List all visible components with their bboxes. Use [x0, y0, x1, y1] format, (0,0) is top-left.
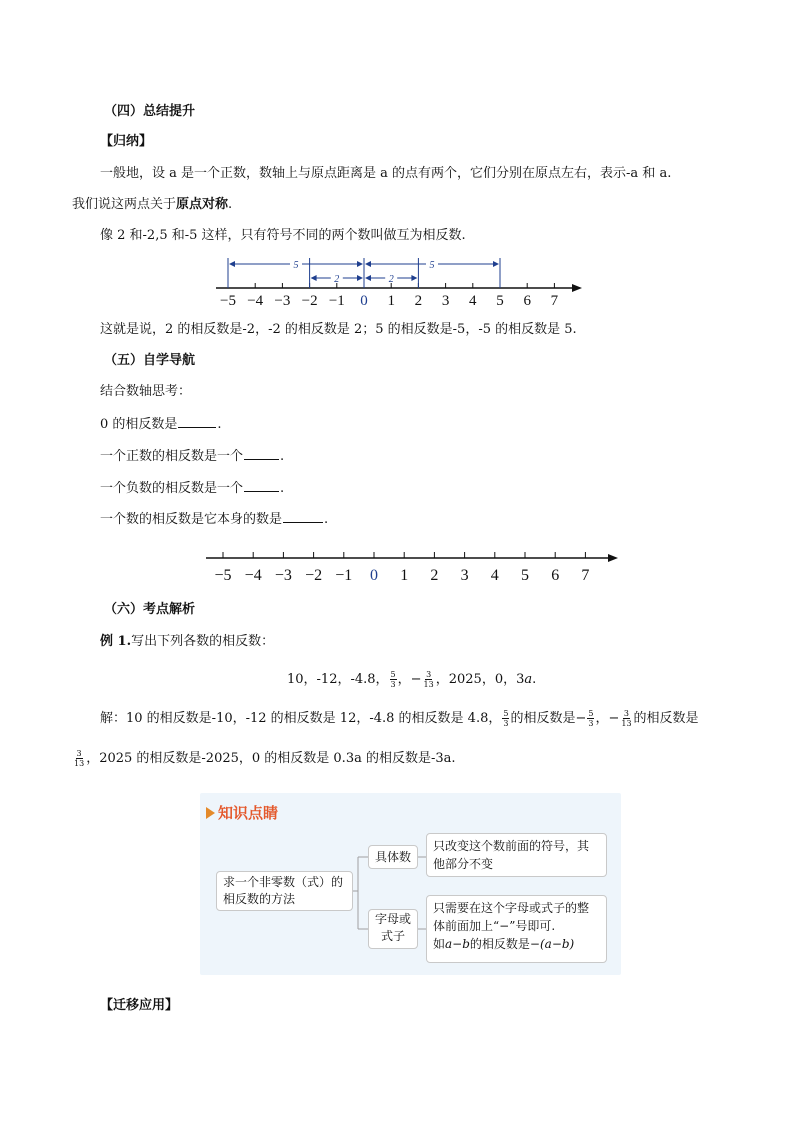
branch-node-specific-number: 具体数 — [368, 845, 418, 869]
tick-label: 0 — [360, 293, 368, 309]
example-label: 例 1. — [100, 634, 132, 649]
fraction — [73, 749, 85, 768]
fraction-numerator: 3 — [426, 670, 432, 679]
section-heading-4: （四）总结提升 — [104, 104, 196, 119]
text-segment: ，− — [595, 711, 620, 726]
variable: a — [524, 672, 533, 687]
fraction — [390, 670, 397, 689]
question-line — [100, 478, 284, 498]
axis-arrow-icon — [608, 554, 618, 562]
number-line-symmetry — [210, 256, 590, 312]
tick-label: −3 — [274, 293, 291, 309]
paragraph-line — [72, 196, 232, 214]
tick-label: 1 — [400, 567, 409, 584]
text-segment: 如 — [433, 937, 446, 951]
branch-node-letter-expression: 字母或式子 — [368, 909, 418, 949]
text-segment: 10，-12，-4.8， — [287, 672, 389, 687]
tick-label: 7 — [581, 567, 590, 584]
knowledge-title-text: 知识点睛 — [218, 804, 279, 822]
answer-blank[interactable] — [178, 414, 216, 428]
bold-term: 原点对称 — [176, 197, 229, 212]
text-segment: . — [280, 481, 285, 496]
prompt-text: 结合数轴思考： — [100, 384, 192, 399]
fraction-denominator: 3 — [503, 719, 509, 728]
arrowhead-left-icon — [311, 275, 317, 281]
arrowhead-right-icon — [357, 261, 363, 267]
tick-label: −4 — [247, 293, 264, 309]
tick-label: 7 — [550, 293, 559, 309]
distance-label: 5 — [429, 260, 435, 271]
solution-line — [72, 748, 456, 770]
distance-label: 5 — [293, 260, 299, 271]
question-line — [100, 446, 284, 466]
tick-label: −1 — [328, 293, 345, 309]
fraction — [502, 709, 509, 728]
fraction-numerator: 3 — [623, 709, 629, 718]
text-segment: . — [217, 417, 222, 432]
tick-label: 5 — [496, 293, 504, 309]
text-segment: 一个正数的相反数是一个 — [100, 449, 244, 464]
solution-line — [100, 708, 699, 730]
tick-label: 6 — [523, 293, 531, 309]
tick-label: 3 — [441, 293, 450, 309]
answer-blank[interactable] — [283, 509, 323, 523]
knowledge-box — [200, 793, 621, 975]
arrowhead-left-icon — [229, 261, 235, 267]
arrowhead-right-icon — [411, 275, 417, 281]
text-segment: 一个负数的相反数是一个 — [100, 481, 244, 496]
question-line — [100, 414, 222, 434]
text-segment: . — [280, 449, 285, 464]
fraction-denominator: 13 — [621, 719, 632, 728]
tick-label: 1 — [387, 293, 395, 309]
branch-desc-specific-number: 只改变这个数前面的符号，其他部分不变 — [426, 833, 607, 877]
math-expression: −(a−b) — [529, 937, 575, 951]
section-heading-6: （六）考点解析 — [104, 602, 196, 617]
text-segment: ，− — [397, 672, 422, 687]
text-segment: . — [228, 197, 233, 212]
text-segment: 解：10 的相反数是-10，-12 的相反数是 12，-4.8 的相反数是 4.8， — [100, 711, 502, 726]
number-list — [287, 669, 536, 691]
arrowhead-left-icon — [365, 275, 371, 281]
tick-label: −5 — [220, 293, 236, 309]
tick-label: 5 — [521, 567, 529, 584]
text-segment: 的相反数是− — [510, 711, 587, 726]
text-segment: 我们说这两点关于 — [72, 197, 177, 212]
tick-label: 6 — [551, 567, 560, 584]
tick-label: 2 — [430, 567, 439, 584]
paragraph-line: 像 2 和-2,5 和-5 这样，只有符号不同的两个数叫做互为相反数. — [100, 228, 466, 243]
text-segment: 写出下列各数的相反数： — [131, 634, 275, 649]
fraction-denominator: 13 — [423, 680, 434, 689]
text-segment: ，2025，0，3 — [435, 672, 525, 687]
tick-label: −2 — [305, 567, 323, 584]
fraction — [423, 670, 435, 689]
text-segment: ，2025 的相反数是-2025，0 的相反数是 0.3a 的相反数是-3a. — [86, 751, 456, 766]
root-node: 求一个非零数（式）的相反数的方法 — [216, 871, 353, 911]
tick-label: 0 — [370, 567, 378, 584]
tick-label: −2 — [301, 293, 318, 309]
example-line — [100, 633, 274, 651]
fraction — [620, 709, 632, 728]
fraction-numerator: 5 — [588, 709, 594, 718]
answer-blank[interactable] — [244, 478, 279, 492]
text-segment: . — [532, 672, 537, 687]
tick-label: −3 — [274, 567, 292, 584]
fraction-numerator: 3 — [76, 749, 82, 758]
paragraph-line: 一般地，设 a 是一个正数，数轴上与原点距离是 a 的点有两个，它们分别在原点左右，表示-a 和 a. — [100, 166, 672, 181]
fraction-denominator: 3 — [390, 680, 396, 689]
arrowhead-right-icon — [493, 261, 499, 267]
axis-arrow-icon — [572, 284, 582, 292]
fraction — [587, 709, 594, 728]
text-segment: . — [324, 512, 329, 527]
question-line — [100, 509, 328, 529]
qianyi-label: 【迁移应用】 — [100, 998, 179, 1013]
guina-label: 【归纳】 — [100, 134, 153, 149]
tick-label: 4 — [469, 293, 477, 309]
tick-label: 4 — [490, 567, 499, 584]
text-segment: 0 的相反数是 — [100, 417, 178, 432]
paragraph-line: 这就是说，2 的相反数是-2，-2 的相反数是 2；5 的相反数是-5，-5 的相反数是 5. — [100, 322, 577, 337]
text-segment: 的相反数是 — [469, 937, 530, 951]
distance-label: 2 — [388, 274, 394, 285]
answer-blank[interactable] — [244, 446, 279, 460]
text-segment: 只需要在这个字母或式子的整体前面加上“−”号即可. — [433, 901, 590, 933]
branch-desc-letter-expression — [426, 895, 607, 963]
math-expression: a−b — [445, 937, 470, 951]
tick-label: −1 — [335, 567, 353, 584]
section-heading-5: （五）自学导航 — [104, 353, 196, 368]
tick-label: −4 — [244, 567, 262, 584]
tick-label: 2 — [414, 293, 423, 309]
fraction-denominator: 13 — [74, 759, 85, 768]
tick-label: −5 — [214, 567, 232, 584]
fraction-numerator: 5 — [390, 670, 396, 679]
number-line-blank — [200, 542, 625, 587]
arrowhead-right-icon — [357, 275, 363, 281]
arrowhead-left-icon — [365, 261, 371, 267]
tick-label: 3 — [460, 567, 469, 584]
text-segment: 的相反数是 — [633, 711, 699, 726]
fraction-numerator: 5 — [503, 709, 509, 718]
fraction-denominator: 3 — [588, 719, 594, 728]
text-segment: 一个数的相反数是它本身的数是 — [100, 512, 283, 527]
distance-label: 2 — [334, 274, 340, 285]
